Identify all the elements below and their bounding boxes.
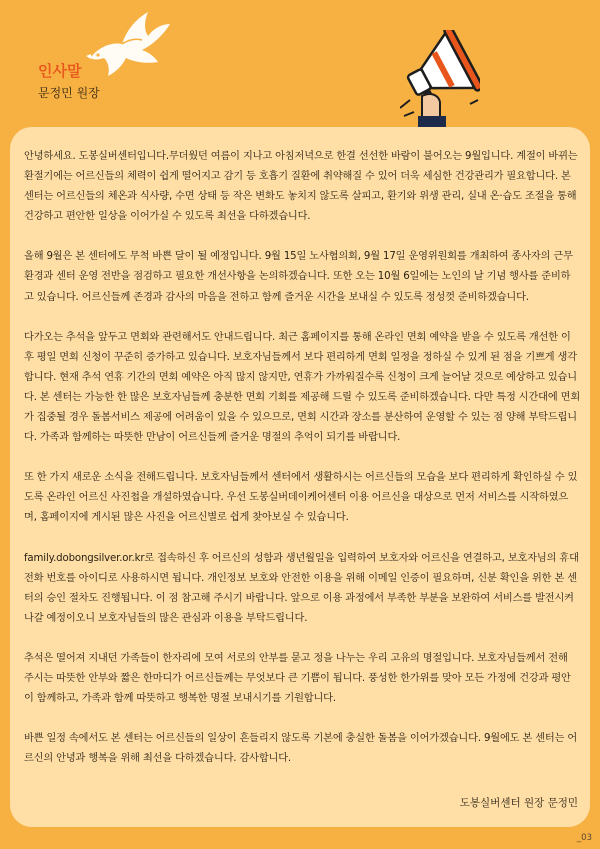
page-subtitle: 문정민 원장 <box>38 86 100 100</box>
dove-icon <box>82 6 172 86</box>
paragraph: 올해 9월은 본 센터에도 무척 바쁜 달이 될 예정입니다. 9월 15일 노사협의회, 9월 17일 운영위원회를 개최하여 종사자의 근무환경과 센터 운영 전반을 점검하고 필요한 개선사항을 논의하겠습니다. 또한 오는 10월 6일에는 노인의 날 기념 행사를 준비하고 있습니다. 어르신들께 존경과 감사의 마음을 전하고 함께 즐거운 시간을 보내실 수 있도록 정성껏 준비하겠습니다. <box>24 251 573 303</box>
paragraph: 다가오는 추석을 앞두고 면회와 관련해서도 안내드립니다. 최근 홈페이지를 통해 온라인 면회 예약을 받을 수 있도록 개선한 이후 평일 면회 신청이 꾸준히 증가하고 있습니다. 보호자님들께서 보다 편리하게 면회 일정을 정하실 수 있게 된 점을 기쁘게 생각합니다. 현재 추석 연휴 기간의 면회 예약은 아직 많지 않지만, 연휴가 가까워질수록 신청이 크게 늘어날 것으로 예상하고 있습니다. 본 센터는 가능한 한 많은 보호자님들께 충분한 면회 기회를 제공해 드릴 수 있도록 준비하겠습니다. 다만 특정 시간대에 면회가 집중될 경우 돌봄서비스 제공에 어려움이 있을 수 있으므로, 면회 시간과 장소를 분산하여 운영할 수 있는 점 양해 부탁드립니다. 가족과 함께하는 따뜻한 만남이 어르신들께 즐거운 명절의 추억이 되기를 바랍니다. <box>24 331 581 444</box>
page-title: 인사말 <box>38 62 82 80</box>
paragraph: 안녕하세요. 도봉실버센터입니다.무더웠던 여름이 지나고 아침저녁으로 한결 선선한 바람이 불어오는 9월입니다. 계절이 바뀌는 환절기에는 어르신들의 체력이 쉽게 떨어지고 감기 등 호흡기 질환에 취약해질 수 있어 더욱 세심한 건강관리가 필요합니다. 본 센터는 어르신들의 체온과 식사량, 수면 상태 등 작은 변화도 놓치지 않도록 살피고, 환기와 위생 관리, 실내 온·습도 조절을 통해 건강하고 편안한 일상을 이어가실 수 있도록 최선을 다하겠습니다. <box>24 151 578 223</box>
signature: 도봉실버센터 원장 문정민 <box>459 797 578 809</box>
paragraph: 또 한 가지 새로운 소식을 전해드립니다. 보호자님들께서 센터에서 생활하시는 어르신들의 모습을 보다 편리하게 확인하실 수 있도록 온라인 어르신 사진첩을 개설하였습니다. 우선 도봉실버데이케어센터 이용 어르신을 대상으로 먼저 서비스를 시작하였으며, 홈페이지에 게시된 많은 사진을 어르신별로 쉽게 찾아보실 수 있습니다. <box>24 472 578 524</box>
paragraph: family.dobongsilver.or.kr로 접속하신 후 어르신의 성함과 생년월일을 입력하여 보호자와 어르신을 연결하고, 보호자님의 휴대전화 번호를 아이디로 사용하시면 됩니다. 개인정보 보호와 안전한 이용을 위해 이메일 인증이 필요하며, 신분 확인을 위한 본 센터의 승인 절차도 진행됩니다. 이 점 참고해 주시기 바랍니다. 앞으로 이용 과정에서 부족한 부분을 보완하여 서비스를 발전시켜 나갈 예정이오니 보호자님들의 많은 관심과 이용을 부탁드립니다. <box>24 552 579 624</box>
page-number: _03 <box>576 833 592 843</box>
paragraph: 바쁜 일정 속에서도 본 센터는 어르신들의 일상이 흔들리지 않도록 기본에 충실한 돌봄을 이어가겠습니다. 9월에도 본 센터는 어르신의 안녕과 행복을 위해 최선을 다하겠습니다. 감사합니다. <box>24 733 578 765</box>
paragraph: 추석은 떨어져 지내던 가족들이 한자리에 모여 서로의 안부를 묻고 정을 나누는 우리 고유의 명절입니다. 보호자님들께서 전해 주시는 따뜻한 안부와 짧은 한마디가 어르신들께는 무엇보다 큰 기쁨이 됩니다. 풍성한 한가위를 맞아 모든 가정에 건강과 평안이 함께하고, 가족과 함께 따뜻하고 행복한 명절 보내시기를 기원합니다. <box>24 652 571 705</box>
megaphone-icon <box>400 30 480 130</box>
letter-body <box>24 147 580 789</box>
